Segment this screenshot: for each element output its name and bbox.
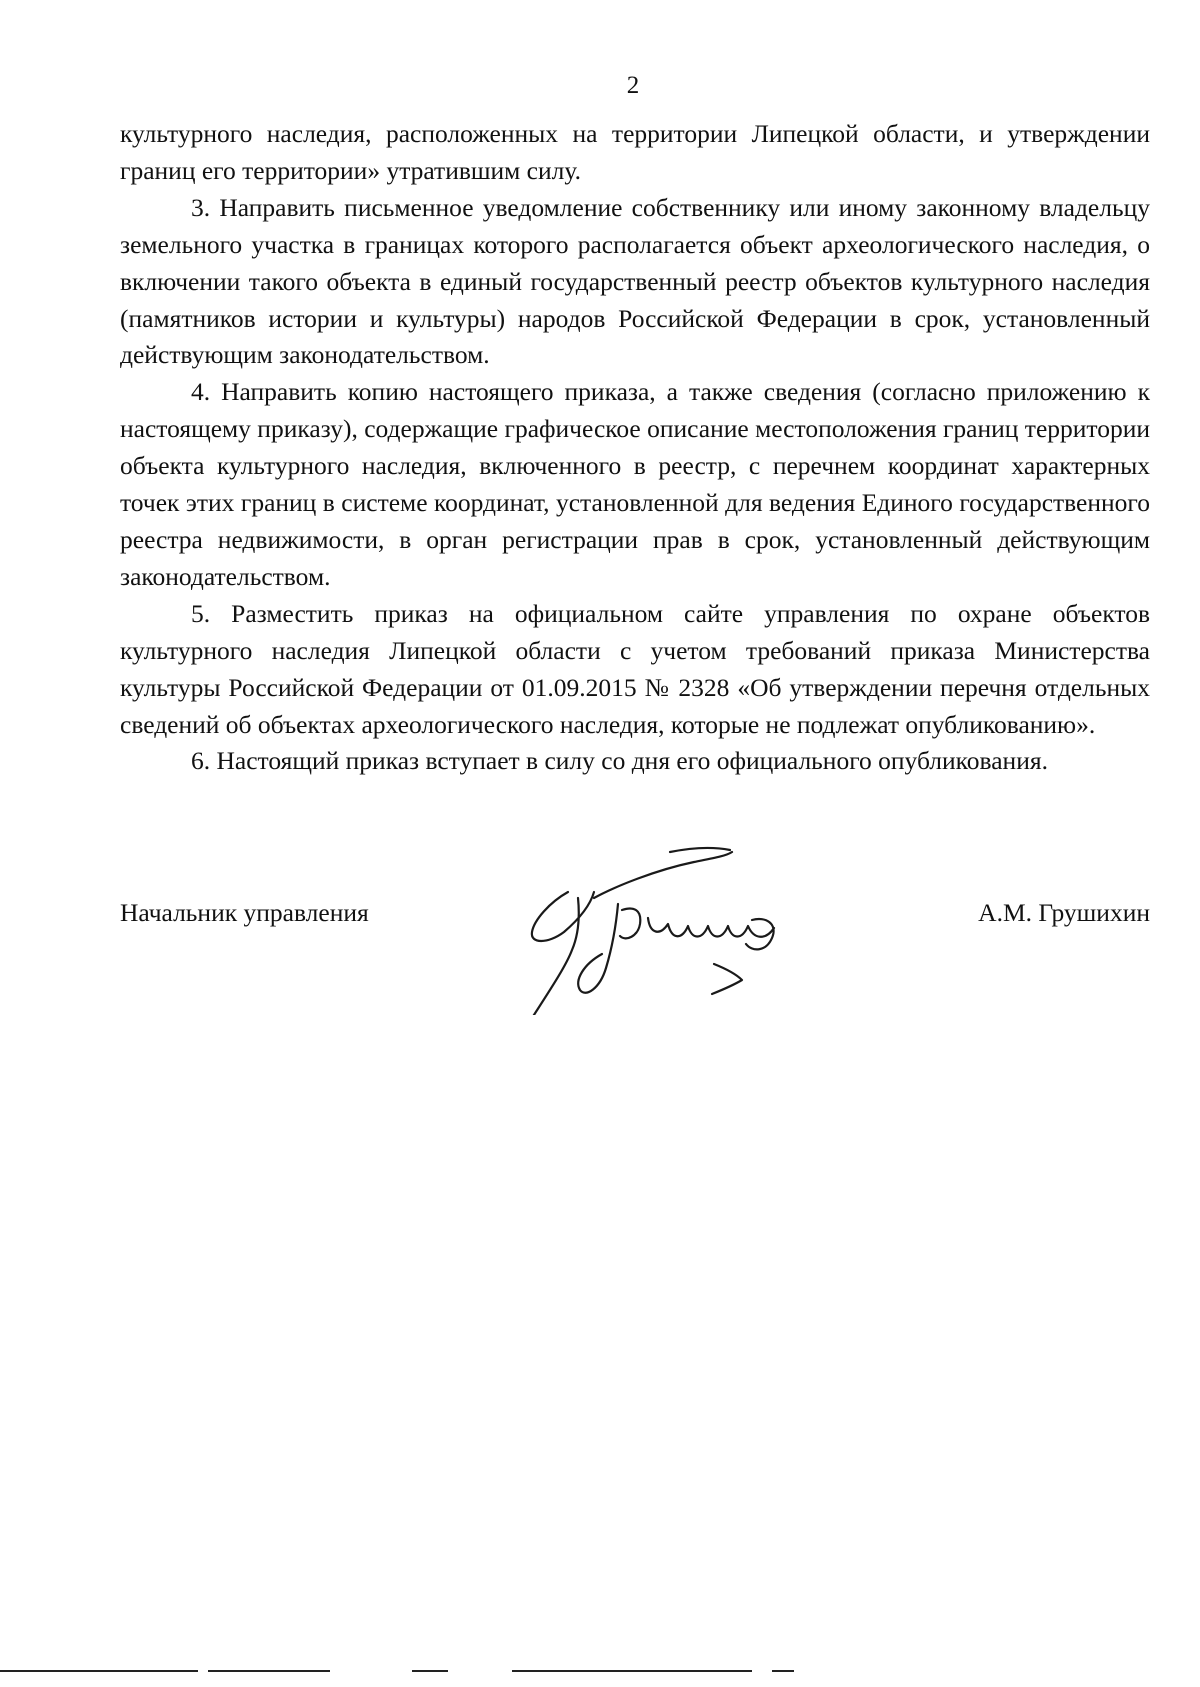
paragraph-item-5: 5. Разместить приказ на официальном сайте управления по охране объектов культурного наследия Липецкой области с учетом требований приказа Министерства культуры Российской Федерации от 01.09.2015 № 2328 «Об утверждении перечня отдельных сведений об объектах археологического наследия, которые не подлежат опубликованию».: [120, 598, 1150, 739]
paragraph-item-3: 3. Направить письменное уведомление собственнику или иному законному владельцу земельного участка в границах которого располагается объект археологического наследия, о включении такого объекта в единый государственный реестр объектов культурного наследия (памятников истории и культуры) народов Российской Федерации в срок, установленный действующим законодательством.: [120, 192, 1150, 370]
footer-rule-lines: [0, 1670, 1200, 1674]
signer-name: А.М. Грушихин: [978, 898, 1150, 927]
paragraph-item-4: 4. Направить копию настоящего приказа, а также сведения (согласно приложению к настоящему приказу), содержащие графическое описание местоположения границ территории объекта культурного наследия, включенного в реестр, с перечнем координат характерных точек этих границ в системе координат, установленной для ведения Единого государственного реестра недвижимости, в орган регистрации прав в срок, установленный действующим законодательством.: [120, 377, 1151, 591]
signer-title: Начальник управления: [120, 898, 369, 927]
page-number: 2: [626, 72, 640, 99]
paragraph-item-6: 6. Настоящий приказ вступает в силу со дня его официального опубликования.: [191, 746, 1048, 776]
paragraph-continuation: культурного наследия, расположенных на территории Липецкой области, и утверждении границ его территории» утратившим силу.: [120, 119, 1150, 185]
document-body: [120, 116, 1150, 780]
handwritten-signature: [520, 840, 850, 1015]
